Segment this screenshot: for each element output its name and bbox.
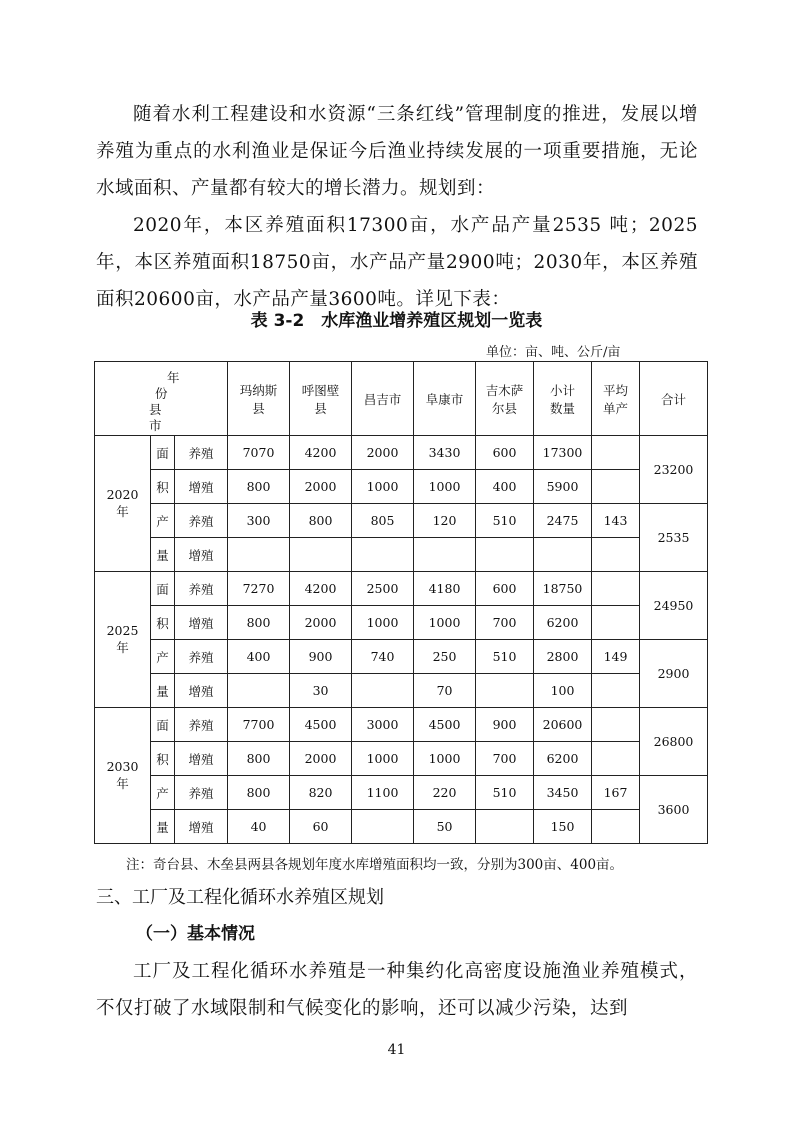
value-cell: 6200 <box>534 742 592 776</box>
value-cell <box>352 674 414 708</box>
value-cell <box>476 538 534 572</box>
table-row <box>95 776 708 810</box>
total-output-cell: 2900 <box>640 640 708 708</box>
value-cell: 4180 <box>414 572 476 606</box>
value-cell: 740 <box>352 640 414 674</box>
value-cell <box>592 742 640 776</box>
total-output-cell: 2535 <box>640 504 708 572</box>
category-cell: 量 <box>151 810 175 844</box>
value-cell <box>592 538 640 572</box>
value-cell: 220 <box>414 776 476 810</box>
header-corner <box>95 362 228 436</box>
category-cell: 产 <box>151 640 175 674</box>
value-cell <box>592 708 640 742</box>
page-number: 41 <box>387 1042 406 1058</box>
value-cell: 1100 <box>352 776 414 810</box>
value-cell: 143 <box>592 504 640 538</box>
value-cell: 30 <box>290 674 352 708</box>
value-cell: 1000 <box>352 742 414 776</box>
total-output-cell: 3600 <box>640 776 708 844</box>
intro-paragraphs <box>96 96 698 318</box>
value-cell: 50 <box>414 810 476 844</box>
value-cell: 700 <box>476 606 534 640</box>
fishery-plan-table <box>94 361 708 844</box>
value-cell: 2475 <box>534 504 592 538</box>
value-cell: 510 <box>476 776 534 810</box>
value-cell <box>352 810 414 844</box>
col-header: 平均单产 <box>592 362 640 436</box>
value-cell: 7270 <box>228 572 290 606</box>
value-cell: 1000 <box>414 470 476 504</box>
value-cell <box>592 674 640 708</box>
value-cell: 167 <box>592 776 640 810</box>
value-cell: 900 <box>290 640 352 674</box>
category-cell: 积 <box>151 742 175 776</box>
col-header: 合计 <box>640 362 708 436</box>
value-cell: 7070 <box>228 436 290 470</box>
type-cell: 养殖 <box>175 640 228 674</box>
corner-county: 县 <box>149 402 162 417</box>
type-cell: 增殖 <box>175 606 228 640</box>
table-body <box>95 436 708 844</box>
year-cell: 2030年 <box>95 708 151 844</box>
value-cell: 3450 <box>534 776 592 810</box>
value-cell: 40 <box>228 810 290 844</box>
value-cell <box>290 538 352 572</box>
value-cell: 2500 <box>352 572 414 606</box>
table-header-row <box>95 362 708 436</box>
value-cell: 1000 <box>352 470 414 504</box>
value-cell: 1000 <box>414 742 476 776</box>
value-cell: 300 <box>228 504 290 538</box>
type-cell: 增殖 <box>175 810 228 844</box>
value-cell: 510 <box>476 504 534 538</box>
category-cell: 量 <box>151 674 175 708</box>
type-cell: 养殖 <box>175 776 228 810</box>
value-cell: 250 <box>414 640 476 674</box>
table-row <box>95 742 708 776</box>
type-cell: 养殖 <box>175 436 228 470</box>
value-cell: 4500 <box>414 708 476 742</box>
table-row <box>95 504 708 538</box>
value-cell <box>592 606 640 640</box>
value-cell: 600 <box>476 572 534 606</box>
value-cell: 4500 <box>290 708 352 742</box>
value-cell: 800 <box>228 742 290 776</box>
value-cell: 800 <box>228 470 290 504</box>
value-cell <box>228 538 290 572</box>
type-cell: 养殖 <box>175 572 228 606</box>
corner-year: 年 <box>167 370 180 385</box>
section-paragraph-wrap <box>96 953 698 1027</box>
total-area-cell: 26800 <box>640 708 708 776</box>
col-header: 阜康市 <box>414 362 476 436</box>
section-heading: 三、工厂及工程化循环水养殖区规划 <box>96 887 384 908</box>
value-cell: 700 <box>476 742 534 776</box>
category-cell: 积 <box>151 470 175 504</box>
value-cell: 120 <box>414 504 476 538</box>
table-row <box>95 674 708 708</box>
value-cell: 805 <box>352 504 414 538</box>
col-header: 小计数量 <box>534 362 592 436</box>
section-paragraph: 工厂及工程化循环水养殖是一种集约化高密度设施渔业养殖模式，不仅打破了水域限制和气候变化的影响，还可以减少污染，达到 <box>96 961 698 1019</box>
value-cell: 2000 <box>290 742 352 776</box>
value-cell: 2800 <box>534 640 592 674</box>
table-row <box>95 572 708 606</box>
intro-para-1: 随着水利工程建设和水资源“三条红线”管理制度的推进，发展以增养殖为重点的水利渔业是保证今后渔业持续发展的一项重要措施，无论水域面积、产量都有较大的增长潜力。规划到： <box>96 104 698 199</box>
value-cell: 900 <box>476 708 534 742</box>
corner-fen: 份 <box>155 386 168 401</box>
corner-city: 市 <box>149 418 162 433</box>
total-area-cell: 23200 <box>640 436 708 504</box>
type-cell: 增殖 <box>175 742 228 776</box>
value-cell <box>592 572 640 606</box>
table-note: 注：奇台县、木垒县两县各规划年度水库增殖面积均一致，分别为300亩、400亩。 <box>126 857 624 873</box>
table-row <box>95 436 708 470</box>
value-cell <box>592 436 640 470</box>
value-cell <box>228 674 290 708</box>
value-cell: 800 <box>290 504 352 538</box>
col-header: 吉木萨尔县 <box>476 362 534 436</box>
type-cell: 增殖 <box>175 470 228 504</box>
value-cell: 1000 <box>414 606 476 640</box>
value-cell: 800 <box>228 776 290 810</box>
value-cell: 800 <box>228 606 290 640</box>
value-cell: 3430 <box>414 436 476 470</box>
value-cell: 2000 <box>290 470 352 504</box>
value-cell: 6200 <box>534 606 592 640</box>
value-cell: 600 <box>476 436 534 470</box>
table-unit: 单位：亩、吨、公斤/亩 <box>486 345 621 360</box>
col-header: 玛纳斯县 <box>228 362 290 436</box>
value-cell <box>352 538 414 572</box>
value-cell: 510 <box>476 640 534 674</box>
value-cell: 820 <box>290 776 352 810</box>
table-row <box>95 470 708 504</box>
year-cell: 2020年 <box>95 436 151 572</box>
table-row <box>95 810 708 844</box>
table-row <box>95 606 708 640</box>
value-cell: 4200 <box>290 572 352 606</box>
year-cell: 2025年 <box>95 572 151 708</box>
value-cell: 400 <box>476 470 534 504</box>
table-caption: 表 3-2 水库渔业增养殖区规划一览表 <box>250 311 543 331</box>
value-cell: 70 <box>414 674 476 708</box>
value-cell <box>476 674 534 708</box>
category-cell: 产 <box>151 504 175 538</box>
total-area-cell: 24950 <box>640 572 708 640</box>
value-cell: 2000 <box>352 436 414 470</box>
value-cell: 7700 <box>228 708 290 742</box>
value-cell: 20600 <box>534 708 592 742</box>
value-cell: 60 <box>290 810 352 844</box>
value-cell <box>592 810 640 844</box>
category-cell: 面 <box>151 436 175 470</box>
category-cell: 量 <box>151 538 175 572</box>
subsection-heading: （一）基本情况 <box>136 924 255 944</box>
table-row <box>95 538 708 572</box>
value-cell: 150 <box>534 810 592 844</box>
value-cell: 3000 <box>352 708 414 742</box>
value-cell <box>534 538 592 572</box>
value-cell: 1000 <box>352 606 414 640</box>
col-header: 呼图壁县 <box>290 362 352 436</box>
type-cell: 增殖 <box>175 538 228 572</box>
col-header: 昌吉市 <box>352 362 414 436</box>
value-cell: 17300 <box>534 436 592 470</box>
value-cell: 149 <box>592 640 640 674</box>
value-cell: 5900 <box>534 470 592 504</box>
value-cell <box>414 538 476 572</box>
category-cell: 面 <box>151 708 175 742</box>
type-cell: 养殖 <box>175 504 228 538</box>
category-cell: 积 <box>151 606 175 640</box>
value-cell: 4200 <box>290 436 352 470</box>
type-cell: 增殖 <box>175 674 228 708</box>
value-cell: 18750 <box>534 572 592 606</box>
value-cell <box>476 810 534 844</box>
value-cell: 2000 <box>290 606 352 640</box>
value-cell: 100 <box>534 674 592 708</box>
table-row <box>95 640 708 674</box>
intro-para-2: 2020年，本区养殖面积17300亩，水产品产量2535 吨；2025年，本区养殖面积18750亩，水产品产量2900吨；2030年，本区养殖面积20600亩，水产品产量3600吨。详见下表： <box>96 215 698 310</box>
table-row <box>95 708 708 742</box>
category-cell: 产 <box>151 776 175 810</box>
value-cell <box>592 470 640 504</box>
value-cell: 400 <box>228 640 290 674</box>
type-cell: 养殖 <box>175 708 228 742</box>
category-cell: 面 <box>151 572 175 606</box>
